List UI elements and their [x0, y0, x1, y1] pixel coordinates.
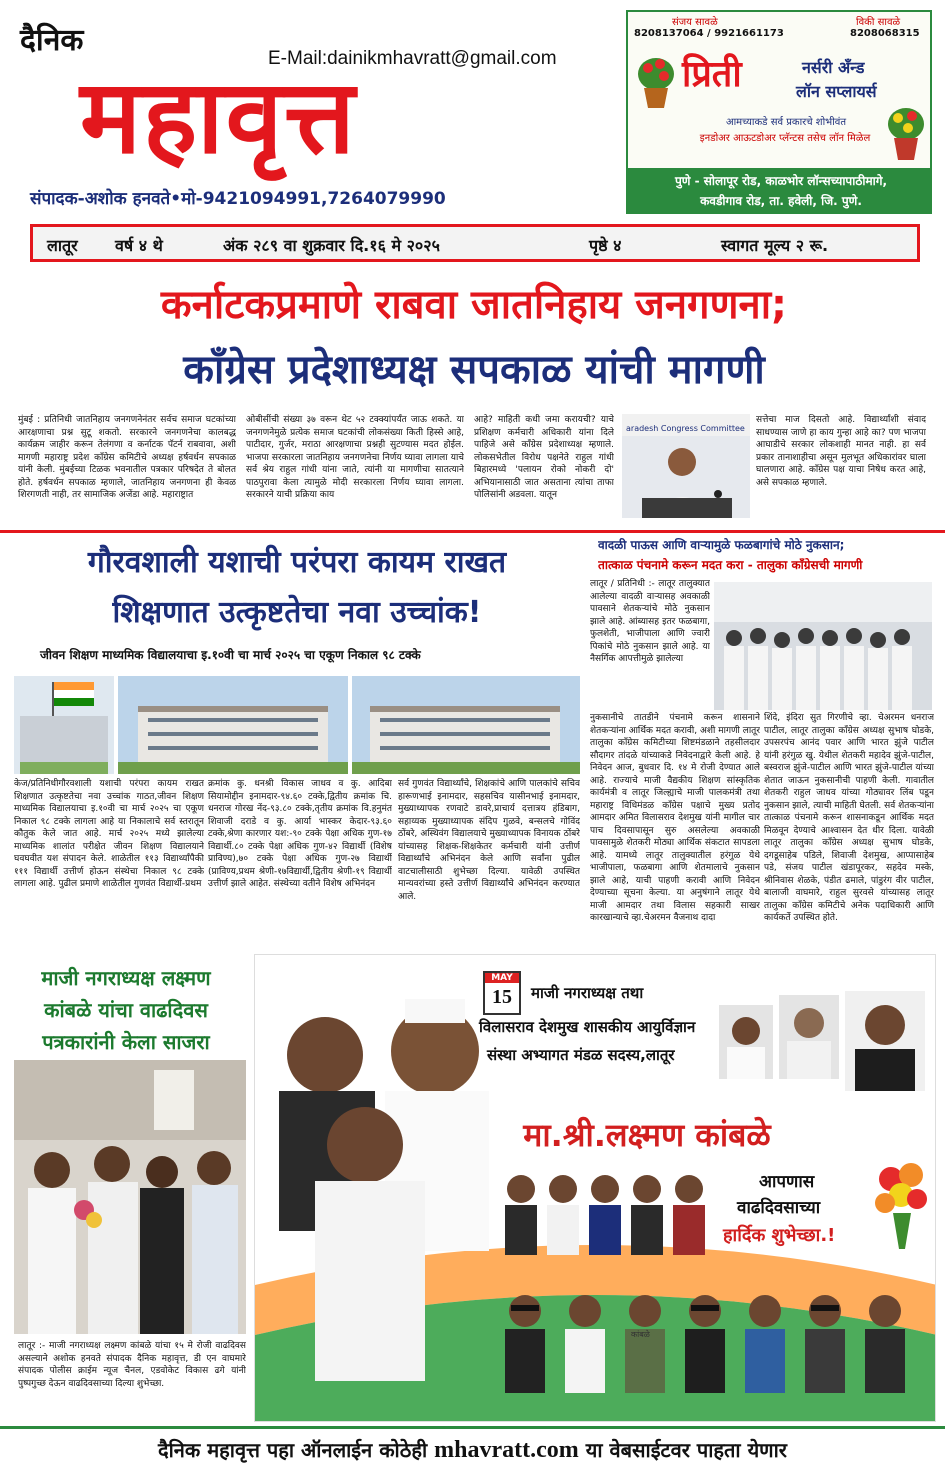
- lead-headline-2: काँग्रेस प्रदेशाध्यक्ष सपकाळ यांची मागणी: [183, 347, 765, 393]
- masthead-email[interactable]: E-Mail:dainikmhavratt@gmail.com: [268, 48, 557, 69]
- flower-pot-left: [634, 54, 678, 110]
- lead-col-1: मुंबई : प्रतिनिधी जातनिहाय जनगणनेनंतर सर्वच समाज घटकांच्या आरक्षणाचा प्रश्न सुटू शकतो. सरकारने जनगणनेचा कालबद्ध कार्यक्रम जाहीर करून तेलंगणा व कर्नाटक पॅटर्न राबवावा, अशी मागणी महाराष्ट्र प्रदेश काँग्रेस कमिटीचे अध्यक्ष हर्षवर्धन सपकाळ यांनी केली. मुंबईच्या टिळक भवनातील पत्रकार परिषदेत ते बोलत होते. हर्षवर्धन सपकाळ म्हणाले, जातनिहाय जनगणना ही केवळ शिरगणती नाही, तर सामाजिक अजेंडा आहे. महाराष्ट्रात: [18, 415, 236, 500]
- masthead-title: महावृत्त: [80, 58, 357, 177]
- birthday-caption: लातूर :- माजी नगराध्यक्ष लक्ष्मण कांबळे यांचा १५ मे रोजी वाढदिवस असल्याने अशोक हनवते संपादक दैनिक महावृत्त, डी एन वाघमारे संपादक पोलीस क्राईम न्यूज चैनल, एडवोकेट विकास ढगे यांनी पुष्पगुच्छ देऊन वाढदिवसाच्या दिल्या शुभेच्छा.: [18, 1341, 246, 1389]
- birthday-headline-line-2: कांबळे यांचा वाढदिवस: [44, 998, 208, 1022]
- ad-portrait-1: [719, 1005, 773, 1079]
- school-photo-2: [118, 676, 348, 774]
- farm-headline-1: वादळी पाऊस आणि वाऱ्यामुळे फळबागांचे मोठे नुकसान;: [598, 538, 845, 552]
- issue-price: स्वागत मूल्य २ रू.: [721, 236, 829, 255]
- supporters-row-1: [501, 1155, 737, 1255]
- nursery-ad: [626, 10, 932, 214]
- issue-year: वर्ष ४ थे: [115, 236, 163, 255]
- school-headline-2: शिक्षणात उत्कृष्टतेचा नवा उच्चांक!: [112, 595, 482, 630]
- footer-bar: [0, 1430, 945, 1474]
- bouquet-icon: [871, 1159, 933, 1251]
- ad-brand: प्रिती: [682, 54, 742, 95]
- school-headline-1: गौरवशाली यशाची परंपरा कायम राखत: [87, 545, 507, 580]
- ad-line-1: माजी नगराध्यक्ष तथा: [531, 984, 644, 1002]
- masthead-prefix: दैनिक: [20, 23, 84, 58]
- issue-info-bar: [30, 224, 920, 262]
- school-col-3: सर्व गुणवंत विद्यार्थ्यांचे, शिक्षकांचे आणि पालकांचे सचिव हारूणभाई इनामदार, सहसचिव यासीनभाई इनामदार, मुख्याध्यापक रणवाटे डावरे,प्राचार्य दत्तात्रय हंडिबाग, सहाय्यक मुख्याध्यापक संदिप गुळवे, बन्सलचे गोविंद ठोंबरे, अस्थिवंग विद्यालयाचे मुख्याध्यापक विनायक ठोंबरे यांच्यासह शिक्षक-शिक्षकेतर कर्मचारी यांनी उत्तीर्ण विद्यार्थ्यांचे अभिनंदन केले आणि सर्वांना पुढील वाटचालीसाठी शुभेच्छा दिल्या. यावेळी उपस्थित मान्यवरांच्या हस्ते उत्तीर्ण विद्यार्थ्यांचे अभिनंदन करण्यात आले.: [398, 779, 580, 902]
- farm-col-top: लातूर / प्रतिनिधी :- लातूर तालुक्यात आलेल्या वादळी वाऱ्यासह अवकाळी पावसाने शेतकऱ्यांचे मोठे नुकसान झाले आहे. आंब्यासह इतर फळबागा, फुलशेती, भाजीपाला आणि ज्वारी पिकांचे मोठे नुकसान झाले आहे. या नैसर्गिक आपत्तीमुळे झालेल्या: [590, 579, 710, 664]
- ad-portrait-2: [779, 995, 839, 1079]
- ad-wish-3: हार्दिक शुभेच्छा.!: [723, 1225, 836, 1246]
- birthday-photo: [14, 1060, 246, 1334]
- issue-pages: पृष्ठे ४: [589, 236, 622, 255]
- birthday-headline-line-3: पत्रकारांनी केला साजरा: [42, 1030, 210, 1054]
- ad-address-2: कवडीगाव रोड, ता. हवेली, जि. पुणे.: [700, 194, 862, 208]
- ad-phone-1: 8208137064 / 9921661173: [634, 28, 784, 39]
- school-col-1: केज/प्रतिनिधीगौरवशाली यशाची परंपरा कायम राखत शिक्षणात उत्कृष्टतेचा नवा उच्चांक गाठत,जीवन शिक्षण माध्यमिक विद्यालयाचा इ.१०वी चा मार्च २०२५ चा एकूण निकाल ९८ टक्के लागला आहे या निकालाचे सर्व स्तरातून कौतुक केले जात आहे. मार्च २०२५ मध्ये झालेल्या माध्यमिक शालांत परीक्षेत जीवन शिक्षण विद्यालयाने घवघवीत यश संपादन केले. शाळेतील ११३ विद्यार्थ्यांपैकी १११ विद्यार्थी उत्तीर्ण होऊन संस्थेचा निकाल ९८ टक्के लागला आहे. पुढील प्रमाणे शाळेतील गुणवंत विद्यार्थी-प्रथम: [14, 779, 204, 889]
- calendar-day: 15: [492, 986, 512, 1008]
- school-photo-1: [14, 676, 114, 774]
- ad-contact-name-1: संजय सावळे: [672, 17, 718, 28]
- calendar-icon: [483, 971, 521, 1015]
- school-col-2: क्रमांक कु. धनश्री विकास जाधव व कु. आदिबा सियामोद्दीन इनामदार-९४.६० टक्के,द्वितीय क्रमांक चि. धनराज गोरख नेंद-९३.८० टक्के,तृतीय क्रमांक वि.हनुमंत शिवाजी दराडे व कु. आर्या भास्कर केदार-९३.६० टक्के,श्रेणा कारणार यश:-९० टक्के पेक्षा अधिक गुण-१७ विद्यार्थी.८० टक्के पेक्षा अधिक गुण-४२ विद्यार्थी (विशेष प्राविण्य),७० टक्के पेक्षा अधिक गुण-२७ विद्यार्थी (प्राविण्य,प्रथम श्रेणी-१७विद्यार्थी,द्वितीय श्रेणी-१९ विद्यार्थी उत्तीर्ण झाले आहेत. संस्थेच्या वतीने विशेष अभिनंदन: [208, 779, 392, 889]
- farm-col-2: शिंदे, इंदिरा सुत गिरणीचे व्हा. चेअरमन धनराज पाटील, लातूर तालुका काँग्रेस अध्यक्ष सुभाष घोडके, उपसरपंच आनंद पवार आणि भारत झुंजे पाटील यांनी हरंगुळ खु. येथील शेतकरी महादेव झुंजे-पाटील, बस्वराज झुंजे-पाटील आणि भारत झुंजे-पाटील यांच्या शेतात जाऊन नुकसानीची पाहणी केली. गावातील शेतकरी राहुल जाधव यांच्या गोठ्यावर लिंब पडून नुकसान झाले, त्याची माहिती घेतली. सर्व शेतकऱ्यांना तात्काळ पंचनामे करून शासनाकडून आर्थिक मदत मिळवून देण्याचे आश्वासन देत धीर दिला. यावेळी लातूर तालुका काँग्रेस अध्यक्ष सुभाष घोडके, दगडूसाहेब पडिले, शिवाजी देशमुख, आप्पासाहेब पडे, संजय पाटील खंडापूरकर, सहदेव मस्के, श्रीनिवास शेळके, पंडीत ढमाले, पांडुरंग वीर पाटील, बालाजी वाघमारे, राहुल सुरवसे यांच्यासह लातूर तालुका काँग्रेस कमिटीचे अनेक पदाधिकारी आणि कार्यकर्ते उपस्थित होते.: [764, 713, 934, 923]
- ad-tagline-2: इनडोअर आऊटडोअर प्लॅन्टस तसेच लॉन मिळेल: [699, 133, 871, 144]
- ad-line-2: विलासराव देशमुख शासकीय आयुर्विज्ञान: [479, 1018, 696, 1036]
- ad-wish-2: वाढदिवसाच्या: [737, 1198, 821, 1218]
- ad-wish-1: आपणास: [759, 1172, 815, 1192]
- ad-person-name: मा.श्री.लक्ष्मण कांबळे: [523, 1116, 771, 1154]
- school-photo-3: [352, 676, 580, 774]
- footer-divider: [0, 1426, 945, 1429]
- footer-text: दैनिक महावृत्त पहा ऑनलाईन कोठेही: [158, 1438, 428, 1462]
- ad-brand-sub-1: नर्सरी अँन्ड: [802, 58, 865, 77]
- masthead: [0, 0, 615, 222]
- lead-photo-caption: aradesh Congress Committee: [626, 424, 745, 433]
- ad-address-1: पुणे - सोलापूर रोड, काळभोर लॉन्सच्यापाठीमागे,: [674, 174, 888, 188]
- issue-number-date: अंक २८९ वा शुक्रवार दि.१६ मे २०२५: [223, 236, 440, 255]
- tshirt-text: कांबळे: [631, 1330, 650, 1339]
- masthead-editor-line: संपादक-अशोक हनवते•मो-9421094991,7264079990: [30, 189, 446, 209]
- farm-col-1: नुकसानीचे तातडीने पंचनामे करून शासनाने शेतकऱ्यांना आर्थिक मदत करावी, अशी मागणी लातूर तालुका काँग्रेस कमिटीच्या शिष्टमंडळाने तहसीलदार सौदागर तांदळे यांच्याकडे निवेदनाद्वारे केली आहे. हे निवेदन आज, बुधवार दि. १४ मे रोजी देण्यात आले आहे. राज्याचे माजी वैद्यकीय शिक्षण सांस्कृतिक कार्यमंत्री व लातूर जिल्ह्याचे माजी पालकमंत्री तथा महाराष्ट्र विधिमंडळ काँग्रेस पक्षाचे मुख्य प्रतोद आमदार अमित विलासराव देशमुख यांनी मागील चार पाच दिवसापासून सुरु असलेल्या अवकाळी पावसामुळे शेतकरी मोठ्या आर्थिक संकटात सापडला आहे. यामध्ये लातूर तालुक्यातील हरंगुळ येथे भाजीपाला, फळबागा आणि शेतमालाचे नुकसान झाले आहे, याची पाहणी करावी आणि निवेदन देण्याच्या सूचना केल्या. या अनुषंगाने लातूर येथे माजी आमदार तथा विलास सहकारी साखर कारखान्याचे व्हा.चेअरमन वैजनाथ दादा: [590, 713, 760, 923]
- lead-col-2: ओबीसींची संख्या ३७ वरून थेट ५२ टक्क्यांपर्यंत जाऊ शकते. या जनगणनेमुळे प्रत्येक समाज घटकांची लोकसंख्या किती हिस्से आहे, पाटीदार, गुर्जर, मराठा आरक्षणाचा प्रश्नही सुटण्यास मदत होईल. भाजपा सरकारला जातनिहाय जनगणनेचा निर्णय घ्यावा लागला याचे सर्व श्रेय राहुल गांधी यांना जाते, त्यांनी या मागणीचा सातत्याने पाठपुरावा केला त्यामुळे मोदी सरकारला निर्णय घ्यावा लागला. सरकारने याची प्रक्रिया काय: [246, 415, 464, 500]
- section-divider: [0, 530, 945, 533]
- calendar-month: MAY: [485, 973, 519, 983]
- farm-headline-2: तात्काळ पंचनामे करून मदत करा - तालुका काँग्रेसची मागणी: [598, 558, 863, 572]
- ad-portrait-3: [845, 991, 925, 1091]
- ad-contact-name-2: विकी सावळे: [856, 17, 901, 28]
- lead-col-3: आहे? माहिती कधी जमा करायची? याचे प्रशिक्षण कर्मचारी अधिकारी यांना दिले पाहिजे असे काँग्रेस प्रदेशाध्यक्ष म्हणाले. लोकसभेतील विरोध पक्षनेते राहुल गांधी बिहारमध्ये 'पलायन रोको नोकरी दो' अभियानासाठी जात असताना त्यांचा ताफा पोलिसांनी अडवला. यातून: [474, 415, 614, 500]
- lead-col-4: सत्तेचा माज दिसतो आहे. विद्यार्थ्यांशी संवाद साधण्यास जाणे हा काय गुन्हा आहे का? पण भाजपा आघाडीचे सरकार लोकशाही मानत नाही. हा सर्व प्रकार तानाशाहीचा असून मुलभूत अधिकारांवर घाला घालणारा आहे. काँग्रेस पक्ष याचा निषेध करत आहे, असे सपकाळ म्हणाले.: [756, 415, 926, 488]
- supporters-row-2: [501, 1273, 933, 1393]
- birthday-ad: [254, 954, 936, 1422]
- issue-city: लातूर: [47, 236, 78, 255]
- footer-site-link[interactable]: mhavratt.com: [434, 1437, 579, 1463]
- school-subhead: जीवन शिक्षण माध्यमिक विद्यालयाचा इ.१०वी चा मार्च २०२५ चा एकूण निकाल ९८ टक्के: [40, 648, 421, 662]
- footer-text-2: या वेबसाईटवर पाहता येणार: [585, 1438, 787, 1462]
- farm-photo: [714, 582, 932, 710]
- lead-headline-1: कर्नाटकप्रमाणे राबवा जातनिहाय जनगणना;: [160, 282, 788, 328]
- lead-photo: [622, 414, 750, 518]
- ad-line-3: संस्था अभ्यागत मंडळ सदस्य,लातूर: [487, 1046, 675, 1064]
- flower-pot-right: [884, 104, 928, 162]
- ad-brand-sub-2: लॉन सप्लायर्स: [796, 82, 877, 101]
- ad-phone-2: 8208068315: [850, 28, 920, 39]
- ad-tagline-1: आमच्याकडे सर्व प्रकारचे शोभीवंत: [725, 117, 847, 128]
- birthday-headline-line-1: माजी नगराध्यक्ष लक्ष्मण: [41, 966, 211, 990]
